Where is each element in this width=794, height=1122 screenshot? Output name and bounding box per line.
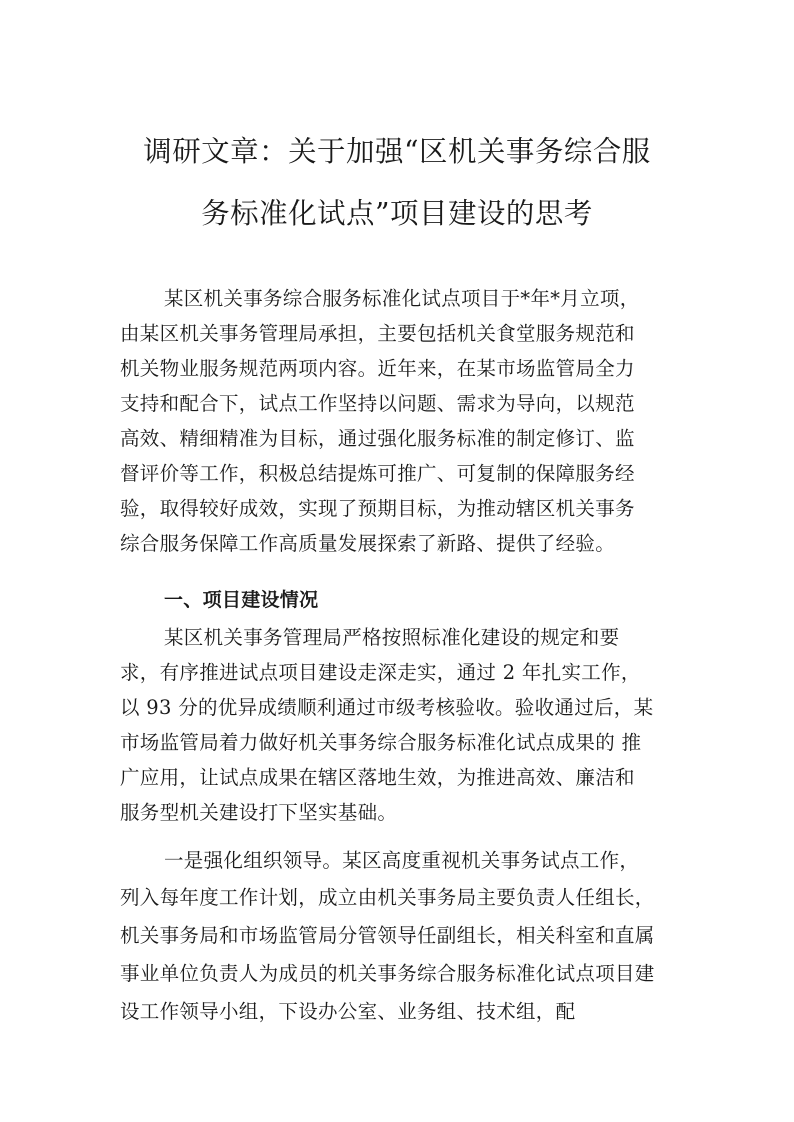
paragraph-3-line: 机关事务局和市场监管局分管领导任副组长，相关科室和直属	[120, 924, 655, 947]
paragraph-2-line: 以 93 分的优异成绩顺利通过市级考核验收。验收通过后，某	[120, 696, 654, 719]
paragraph-1-line: 支持和配合下，试点工作坚持以问题、需求为导向，以规范	[120, 392, 635, 415]
paragraph-1-line: 高效、精细精准为目标，通过强化服务标准的制定修订、监	[120, 427, 635, 450]
paragraph-2-line: 广应用，让试点成果在辖区落地生效，为推进高效、廉洁和	[120, 766, 635, 789]
paragraph-3-line: 事业单位负责人为成员的机关事务综合服务标准化试点项目建	[120, 962, 655, 985]
paragraph-3-line: 设工作领导小组，下设办公室、业务组、技术组，配	[120, 1000, 576, 1023]
paragraph-3-line: 列入每年度工作计划，成立由机关事务局主要负责人任组长，	[120, 886, 655, 909]
paragraph-2-line: 某区机关事务管理局严格按照标准化建设的规定和要	[164, 626, 620, 649]
paragraph-1-line: 综合服务保障工作高质量发展探索了新路、提供了经验。	[120, 532, 616, 555]
paragraph-2-line: 服务型机关建设打下坚实基础。	[120, 801, 398, 824]
paragraph-2-line: 市场监管局着力做好机关事务综合服务标准化试点成果的 推	[120, 731, 642, 754]
paragraph-1-line: 督评价等工作，积极总结提炼可推广、可复制的保障服务经	[120, 462, 635, 485]
document-title-line-1: 调研文章：关于加强“区机关事务综合服	[143, 135, 651, 168]
paragraph-1-line: 机关物业服务规范两项内容。近年来，在某市场监管局全力	[120, 357, 635, 380]
section-heading: 一、项目建设情况	[164, 589, 319, 611]
paragraph-3-line: 一是强化组织领导。某区高度重视机关事务试点工作，	[164, 849, 640, 872]
paragraph-1-line: 验，取得较好成效，实现了预期目标，为推动辖区机关事务	[120, 497, 635, 520]
document-title-line-2: 务标准化试点”项目建设的思考	[201, 197, 593, 230]
paragraph-2-line: 求，有序推进试点项目建设走深走实，通过 2 年扎实工作，	[120, 661, 641, 684]
paragraph-1-line: 由某区机关事务管理局承担，主要包括机关食堂服务规范和	[120, 322, 635, 345]
paragraph-1-line: 某区机关事务综合服务标准化试点项目于*年*月立项，	[164, 287, 640, 310]
